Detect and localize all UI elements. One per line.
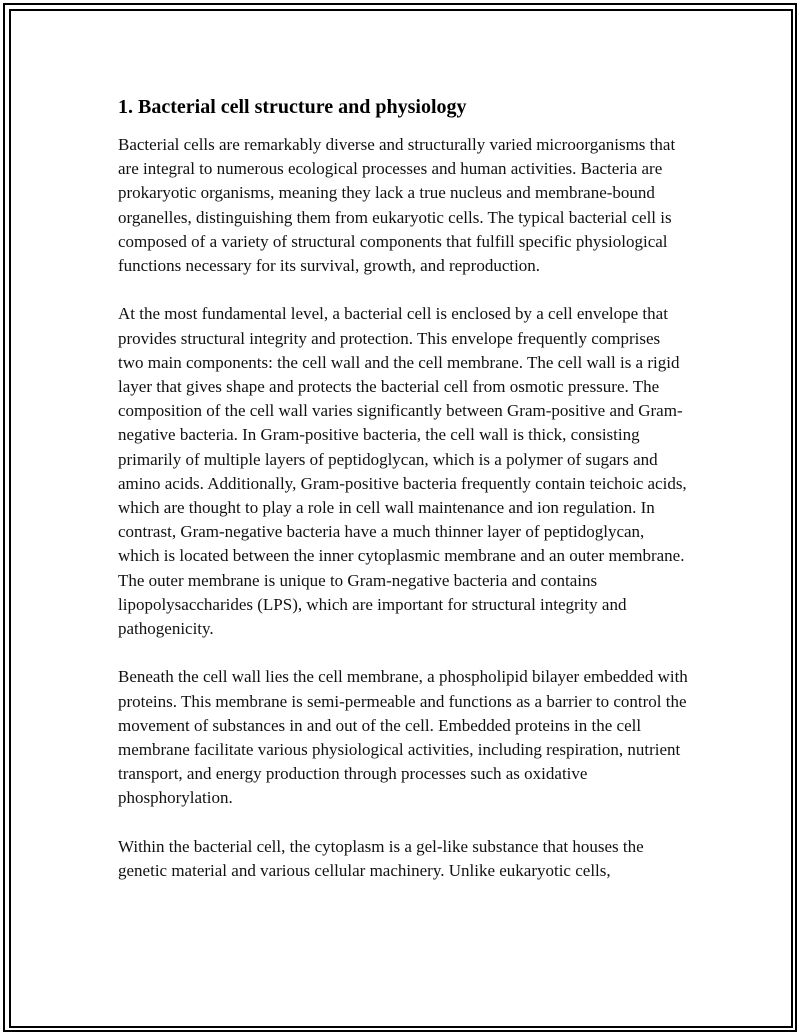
paragraph-cytoplasm: Within the bacterial cell, the cytoplasm is a gel-like substance that houses the genetic material and various cellular machinery. Unlike eukaryotic cells, (118, 836, 644, 881)
section-heading: 1. Bacterial cell structure and physiology (118, 96, 467, 118)
paragraph-cell-envelope: At the most fundamental level, a bacterial cell is enclosed by a cell envelope that provides structural integrity and protection. This envelope frequently comprises two main components: the cell wall and the cell membrane. The cell wall is a rigid layer that gives shape and protects the bacterial cell from osmotic pressure. The composition of the cell wall varies significantly between Gram-positive and Gram-negative bacteria. In Gram-positive bacteria, the cell wall is thick, consisting primarily of multiple layers of peptidoglycan, which is a polymer of sugars and amino acids. Additionally, Gram-positive bacteria frequently contain teichoic acids, which are thought to play a role in cell wall maintenance and ion regulation. In contrast, Gram-negative bacteria have a much thinner layer of peptidoglycan, which is located between the inner cytoplasmic membrane and an outer membrane. The outer membrane is unique to Gram-negative bacteria and contains lipopolysaccharides (LPS), which are important for structural integrity and pathogenicity. (118, 304, 687, 639)
paragraph-intro: Bacterial cells are remarkably diverse and structurally varied microorganisms that are integral to numerous ecological processes and human activities. Bacteria are prokaryotic organisms, meaning they lack a true nucleus and membrane-bound organelles, distinguishing them from eukaryotic cells. The typical bacterial cell is composed of a variety of structural components that fulfill specific physiological functions necessary for its survival, growth, and reproduction. (118, 135, 676, 276)
document-body (118, 93, 688, 907)
paragraph-cell-membrane: Beneath the cell wall lies the cell membrane, a phospholipid bilayer embedded with proteins. This membrane is semi-permeable and functions as a barrier to control the movement of substances in and out of the cell. Embedded proteins in the cell membrane facilitate various physiological activities, including respiration, nutrient transport, and energy production through processes such as oxidative phosphorylation. (118, 667, 688, 808)
